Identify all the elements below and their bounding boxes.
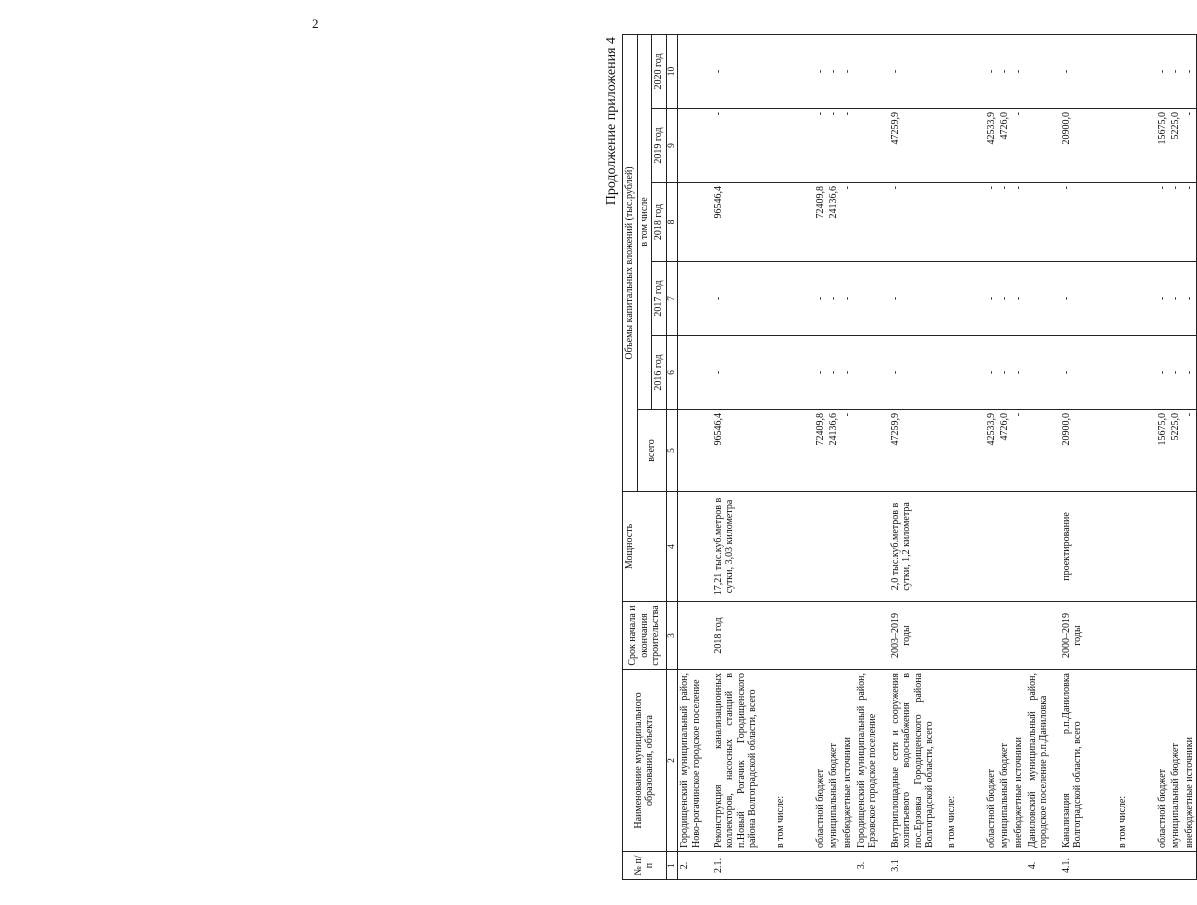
- row-2018: 96546,4: [712, 183, 774, 262]
- row-2017: [1116, 262, 1156, 336]
- table-row: [1156, 34, 1170, 879]
- row-number: [814, 852, 828, 880]
- row-2017: [855, 262, 889, 336]
- row-2020: -: [712, 34, 774, 108]
- row-2016: -: [1012, 336, 1026, 410]
- table-row: [1026, 34, 1060, 879]
- row-total: [774, 410, 814, 492]
- row-2016: -: [1156, 336, 1170, 410]
- row-2017: -: [827, 262, 841, 336]
- table-row: [1183, 34, 1197, 879]
- row-2020: [1026, 34, 1060, 108]
- row-2016: [1116, 336, 1156, 410]
- row-name: Городищенский муниципальный район, Ново-рогачинское городское поселение: [678, 670, 712, 852]
- row-2016: -: [889, 336, 945, 410]
- row-total: 15675,0: [1156, 410, 1170, 492]
- table-row: [814, 34, 828, 879]
- row-number: [1169, 852, 1183, 880]
- row-total: 24136,6: [827, 410, 841, 492]
- column-number: 1: [666, 852, 678, 880]
- row-capacity: [841, 492, 855, 602]
- row-capacity: 2,0 тыс.куб.метров в сутки, 1,2 километра: [889, 492, 945, 602]
- column-number: 10: [666, 34, 678, 108]
- row-2019: [1116, 109, 1156, 183]
- table-row: [998, 34, 1012, 879]
- table-row: [827, 34, 841, 879]
- header-2017: 2017 год: [652, 262, 667, 336]
- row-2016: -: [985, 336, 999, 410]
- row-name: муниципальный бюджет: [1169, 670, 1183, 852]
- row-capacity: 17,21 тыс.куб.метров в сутки, 3,03 километра: [712, 492, 774, 602]
- row-capacity: [774, 492, 814, 602]
- row-number: [1116, 852, 1156, 880]
- row-2017: -: [712, 262, 774, 336]
- row-2018: -: [985, 183, 999, 262]
- row-number: 4.: [1026, 852, 1060, 880]
- row-number: 4.1.: [1060, 852, 1116, 880]
- row-total: [1026, 410, 1060, 492]
- header-including: в том числе: [637, 34, 652, 409]
- row-2019: -: [1183, 109, 1197, 183]
- row-2020: [855, 34, 889, 108]
- row-capacity: [1169, 492, 1183, 602]
- row-2016: [945, 336, 985, 410]
- row-2016: [855, 336, 889, 410]
- column-number: 9: [666, 109, 678, 183]
- row-2017: [1026, 262, 1060, 336]
- row-2018: [678, 183, 712, 262]
- row-period: [1026, 602, 1060, 670]
- row-2020: -: [889, 34, 945, 108]
- row-2020: -: [1156, 34, 1170, 108]
- page-number: 2: [312, 16, 319, 31]
- row-period: [1116, 602, 1156, 670]
- column-number: 6: [666, 336, 678, 410]
- row-number: [1183, 852, 1197, 880]
- header-volumes: Объемы капитальных вложений (тыс.рублей): [623, 34, 638, 491]
- row-2019: 20900,0: [1060, 109, 1116, 183]
- table-row: [678, 34, 712, 879]
- row-period: [1169, 602, 1183, 670]
- row-period: [1183, 602, 1197, 670]
- row-total: [678, 410, 712, 492]
- row-2018: [945, 183, 985, 262]
- row-total: [945, 410, 985, 492]
- row-number: 2.1.: [712, 852, 774, 880]
- row-2018: [774, 183, 814, 262]
- table-row: [1012, 34, 1026, 879]
- row-2017: -: [1169, 262, 1183, 336]
- capital-investment-table: [622, 34, 1197, 880]
- row-2019: [855, 109, 889, 183]
- row-period: [814, 602, 828, 670]
- row-2020: -: [841, 34, 855, 108]
- row-number: 2.: [678, 852, 712, 880]
- row-2018: [1116, 183, 1156, 262]
- continuation-title: Продолжение приложения 4: [604, 37, 619, 206]
- header-total: всего: [637, 410, 666, 492]
- row-2017: -: [889, 262, 945, 336]
- row-2020: [945, 34, 985, 108]
- row-2020: -: [1169, 34, 1183, 108]
- row-name: Канализация р.п.Даниловка Волгоградской области, всего: [1060, 670, 1116, 852]
- row-name: внебюджетные источники: [1183, 670, 1197, 852]
- row-total: -: [1012, 410, 1026, 492]
- table-row: [855, 34, 889, 879]
- row-2020: -: [998, 34, 1012, 108]
- row-2019: [678, 109, 712, 183]
- row-number: 3.: [855, 852, 889, 880]
- row-name: Городищенский муниципальный район, Ерзовское городское поселение: [855, 670, 889, 852]
- row-2019: 4726,0: [998, 109, 1012, 183]
- row-2019: [1026, 109, 1060, 183]
- row-capacity: [1116, 492, 1156, 602]
- column-number: 4: [666, 492, 678, 602]
- row-2016: -: [998, 336, 1012, 410]
- row-2018: -: [1060, 183, 1116, 262]
- row-period: 2000–2019 годы: [1060, 602, 1116, 670]
- column-number: 3: [666, 602, 678, 670]
- row-2020: -: [1060, 34, 1116, 108]
- row-number: [1012, 852, 1026, 880]
- rotated-table-page: [604, 35, 1195, 880]
- row-2019: [945, 109, 985, 183]
- row-2016: -: [1060, 336, 1116, 410]
- header-2020: 2020 год: [652, 34, 667, 108]
- row-2020: -: [1012, 34, 1026, 108]
- row-period: [998, 602, 1012, 670]
- row-2017: -: [1156, 262, 1170, 336]
- row-2016: -: [712, 336, 774, 410]
- row-name: областной бюджет: [814, 670, 828, 852]
- row-2019: -: [814, 109, 828, 183]
- row-total: 42533,9: [985, 410, 999, 492]
- row-2016: -: [827, 336, 841, 410]
- row-number: [985, 852, 999, 880]
- row-name: областной бюджет: [985, 670, 999, 852]
- row-capacity: [1012, 492, 1026, 602]
- table-row: [841, 34, 855, 879]
- row-2017: -: [841, 262, 855, 336]
- column-number: 7: [666, 262, 678, 336]
- row-2018: -: [841, 183, 855, 262]
- row-period: [855, 602, 889, 670]
- row-2020: [678, 34, 712, 108]
- row-capacity: [985, 492, 999, 602]
- row-number: [945, 852, 985, 880]
- column-number: 5: [666, 410, 678, 492]
- row-total: -: [1183, 410, 1197, 492]
- row-number: [998, 852, 1012, 880]
- row-2020: -: [827, 34, 841, 108]
- row-2017: [945, 262, 985, 336]
- header-2019: 2019 год: [652, 109, 667, 183]
- header-period: Срок начала и окончания строительства: [623, 602, 667, 670]
- header-name: Наименование муниципального образования, объекта: [623, 670, 667, 852]
- row-total: 20900,0: [1060, 410, 1116, 492]
- table-row: [945, 34, 985, 879]
- row-2016: [774, 336, 814, 410]
- row-total: 72409,8: [814, 410, 828, 492]
- row-total: -: [841, 410, 855, 492]
- row-period: 2018 год: [712, 602, 774, 670]
- row-2020: -: [1183, 34, 1197, 108]
- row-2018: -: [1169, 183, 1183, 262]
- row-total: 5225,0: [1169, 410, 1183, 492]
- row-2019: -: [827, 109, 841, 183]
- row-2020: -: [985, 34, 999, 108]
- row-name: муниципальный бюджет: [998, 670, 1012, 852]
- row-2017: -: [985, 262, 999, 336]
- row-name: Реконструкция канализационных коллекторов, насосных станций в п.Новый Рогачик Городищенского района Волгоградской области, всего: [712, 670, 774, 852]
- header-num: № п/п: [623, 852, 667, 880]
- row-2018: -: [1183, 183, 1197, 262]
- row-capacity: [1183, 492, 1197, 602]
- row-name: Внутриплощадные сети и сооружения хозпитьевого водоснабжения в пос.Ерзовка Городищенского района Волгоградской области, всего: [889, 670, 945, 852]
- table-row: [774, 34, 814, 879]
- table-row: [712, 34, 774, 879]
- row-2016: -: [841, 336, 855, 410]
- row-period: [1156, 602, 1170, 670]
- row-total: [855, 410, 889, 492]
- row-period: 2003–2019 годы: [889, 602, 945, 670]
- row-2020: [774, 34, 814, 108]
- row-number: [1156, 852, 1170, 880]
- row-2019: -: [841, 109, 855, 183]
- table-row: [1169, 34, 1183, 879]
- row-2017: -: [1183, 262, 1197, 336]
- column-number: 2: [666, 670, 678, 852]
- row-2018: [1026, 183, 1060, 262]
- row-2018: 72409,8: [814, 183, 828, 262]
- row-period: [945, 602, 985, 670]
- row-capacity: проектирование: [1060, 492, 1116, 602]
- row-2018: -: [1012, 183, 1026, 262]
- row-2016: -: [1183, 336, 1197, 410]
- row-2017: [774, 262, 814, 336]
- row-2020: [1116, 34, 1156, 108]
- row-2016: -: [814, 336, 828, 410]
- row-number: [827, 852, 841, 880]
- row-name: муниципальный бюджет: [827, 670, 841, 852]
- table-row: [889, 34, 945, 879]
- row-2018: -: [1156, 183, 1170, 262]
- header-2018: 2018 год: [652, 183, 667, 262]
- row-2017: -: [1060, 262, 1116, 336]
- row-2018: [855, 183, 889, 262]
- row-2020: -: [814, 34, 828, 108]
- row-capacity: [678, 492, 712, 602]
- row-name: Даниловский муниципальный район, городское поселение р.п.Даниловка: [1026, 670, 1060, 852]
- row-2017: -: [814, 262, 828, 336]
- row-total: [1116, 410, 1156, 492]
- row-total: 4726,0: [998, 410, 1012, 492]
- row-number: [841, 852, 855, 880]
- row-2018: 24136,6: [827, 183, 841, 262]
- row-period: [774, 602, 814, 670]
- row-name: в том числе:: [1116, 670, 1156, 852]
- row-name: внебюджетные источники: [1012, 670, 1026, 852]
- row-capacity: [1156, 492, 1170, 602]
- table-row: [1060, 34, 1116, 879]
- row-2019: [774, 109, 814, 183]
- row-name: внебюджетные источники: [841, 670, 855, 852]
- row-2017: [678, 262, 712, 336]
- row-number: 3.1: [889, 852, 945, 880]
- row-2019: 42533,9: [985, 109, 999, 183]
- row-period: [827, 602, 841, 670]
- row-capacity: [945, 492, 985, 602]
- row-period: [985, 602, 999, 670]
- row-period: [1012, 602, 1026, 670]
- row-2019: 5225,0: [1169, 109, 1183, 183]
- row-capacity: [814, 492, 828, 602]
- row-2017: -: [998, 262, 1012, 336]
- row-number: [774, 852, 814, 880]
- row-2016: -: [1169, 336, 1183, 410]
- row-2019: -: [1012, 109, 1026, 183]
- row-capacity: [998, 492, 1012, 602]
- row-name: областной бюджет: [1156, 670, 1170, 852]
- row-2019: 47259,9: [889, 109, 945, 183]
- row-capacity: [855, 492, 889, 602]
- row-period: [678, 602, 712, 670]
- table-row: [985, 34, 999, 879]
- row-period: [841, 602, 855, 670]
- row-2019: -: [712, 109, 774, 183]
- row-name: в том числе:: [945, 670, 985, 852]
- row-2019: 15675,0: [1156, 109, 1170, 183]
- row-2018: -: [889, 183, 945, 262]
- row-capacity: [1026, 492, 1060, 602]
- row-total: 96546,4: [712, 410, 774, 492]
- row-2016: [1026, 336, 1060, 410]
- header-2016: 2016 год: [652, 336, 667, 410]
- row-2018: -: [998, 183, 1012, 262]
- table-row: [1116, 34, 1156, 879]
- row-total: 47259,9: [889, 410, 945, 492]
- row-capacity: [827, 492, 841, 602]
- row-2017: -: [1012, 262, 1026, 336]
- header-capacity: Мощность: [623, 492, 667, 602]
- row-2016: [678, 336, 712, 410]
- row-name: в том числе:: [774, 670, 814, 852]
- column-number: 8: [666, 183, 678, 262]
- table-body: [678, 34, 1197, 879]
